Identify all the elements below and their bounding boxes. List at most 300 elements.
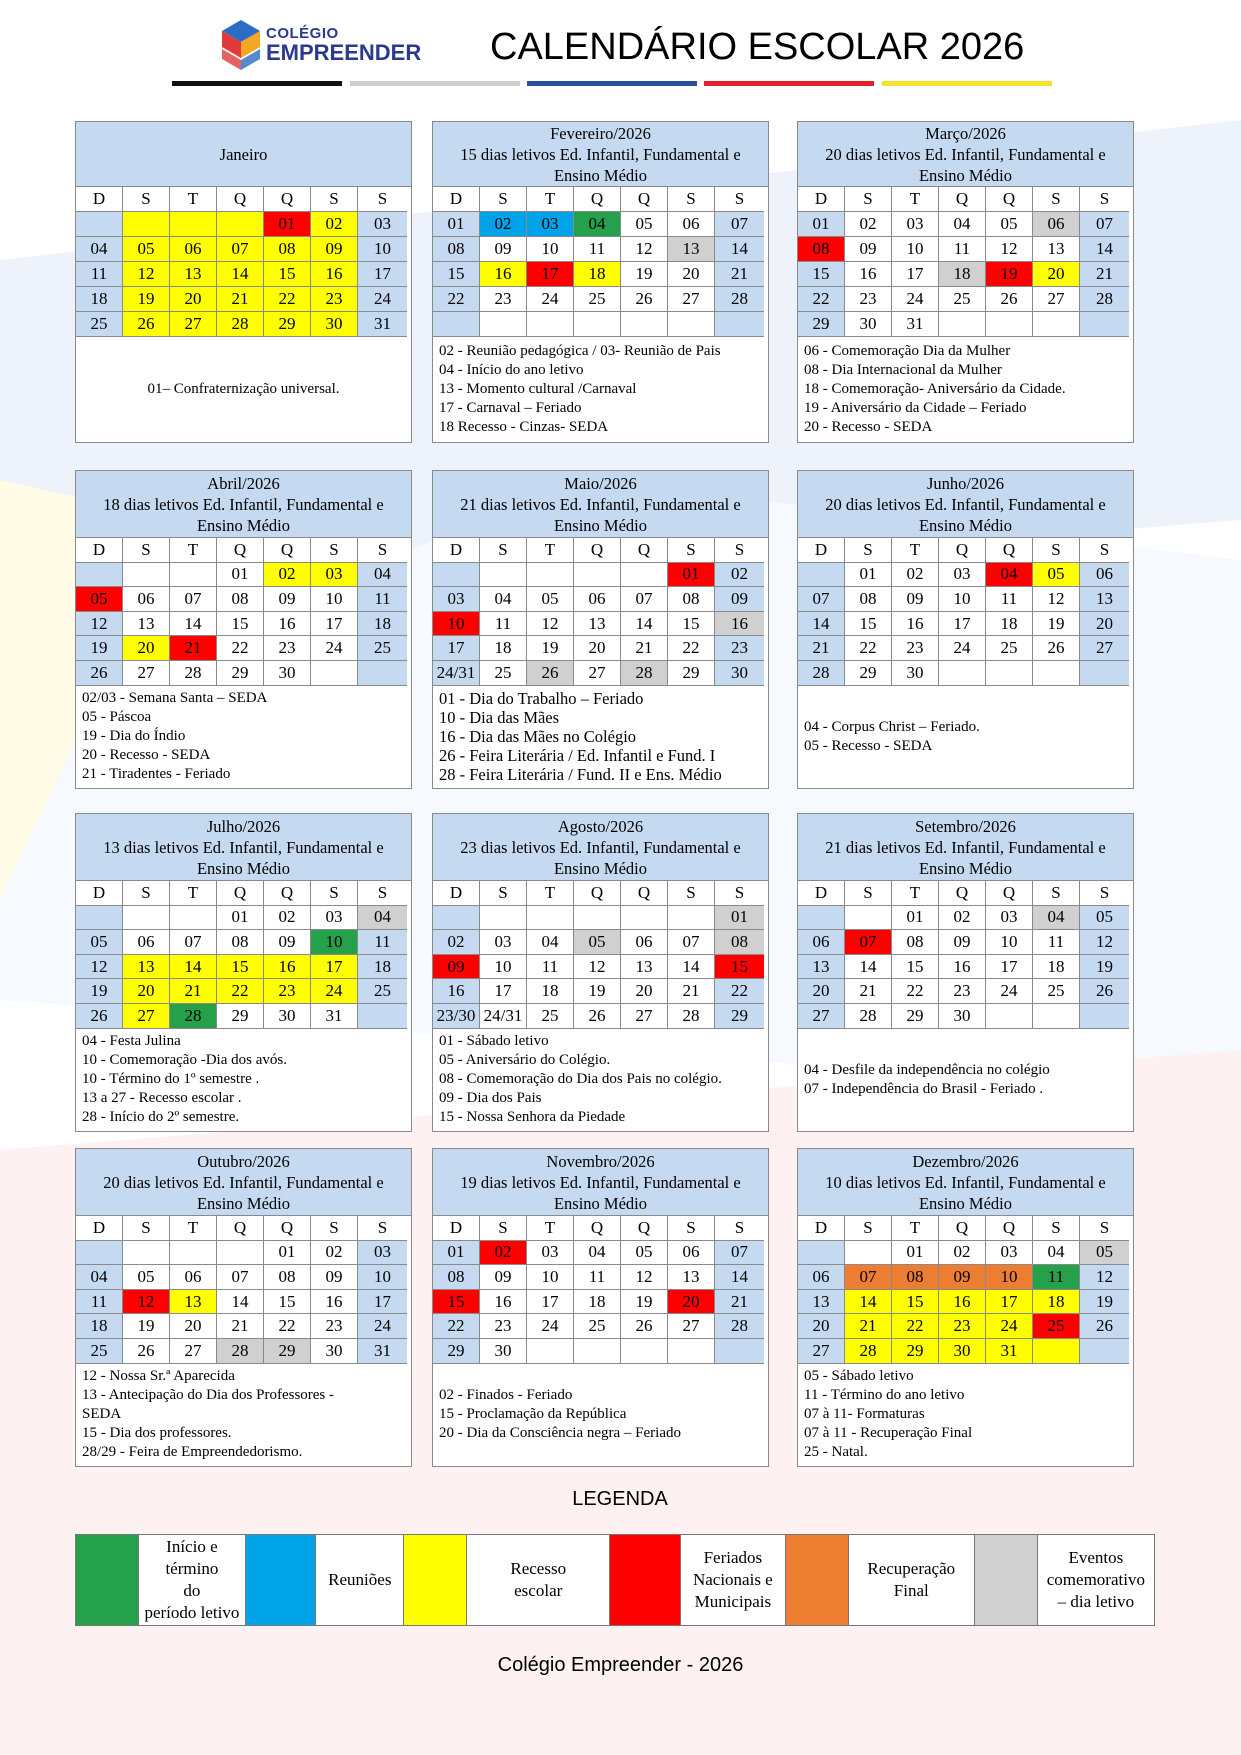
- day-cell: [621, 563, 668, 588]
- month-note: 06 - Comemoração Dia da Mulher: [804, 343, 1011, 359]
- day-cell: [939, 661, 986, 686]
- month-notes: [433, 1364, 768, 1466]
- day-cell: 08: [798, 237, 845, 262]
- day-cell: 21: [798, 636, 845, 661]
- month-note: 10 - Término do 1º semestre .: [82, 1071, 260, 1088]
- day-cell: 18: [358, 612, 407, 637]
- day-cell: 27: [123, 1004, 170, 1029]
- month-note: 02/03 - Semana Santa – SEDA: [82, 690, 268, 707]
- day-cell: [76, 563, 123, 588]
- day-cell: 15: [798, 262, 845, 287]
- day-cell: 17: [527, 262, 574, 287]
- month-note: 04 - Desfile da independência no colégio: [804, 1061, 1050, 1078]
- day-cell: [170, 1241, 217, 1266]
- day-cell: 14: [217, 1290, 264, 1315]
- day-cell: [1033, 661, 1080, 686]
- day-cell: 06: [621, 930, 668, 955]
- weekday-header: S: [845, 1216, 892, 1241]
- month-12: [797, 1148, 1134, 1467]
- day-cell: 03: [311, 563, 358, 588]
- day-cell: 09: [715, 587, 764, 612]
- month-day-grid: [76, 187, 411, 337]
- day-cell: [845, 1241, 892, 1266]
- day-cell: 14: [715, 1265, 764, 1290]
- month-note: 02 - Finados - Feriado: [439, 1387, 573, 1404]
- day-cell: 26: [1080, 1314, 1129, 1339]
- month-title-line: Ensino Médio: [553, 858, 648, 878]
- weekday-header: D: [433, 1216, 480, 1241]
- day-cell: 22: [433, 1314, 480, 1339]
- day-cell: 03: [527, 212, 574, 237]
- weekday-header: S: [1080, 1216, 1129, 1241]
- day-cell: 26: [1033, 636, 1080, 661]
- month-note: 05 - Recesso - SEDA: [804, 737, 933, 754]
- day-cell: 26: [986, 287, 1033, 312]
- day-cell: 15: [892, 955, 939, 980]
- day-cell: 29: [892, 1339, 939, 1364]
- day-cell: 30: [264, 661, 311, 686]
- day-cell: 28: [845, 1004, 892, 1029]
- day-cell: 09: [480, 1265, 527, 1290]
- day-cell: 11: [480, 612, 527, 637]
- month-notes: [76, 1029, 411, 1131]
- weekday-header: S: [1033, 1216, 1080, 1241]
- day-cell: 22: [845, 636, 892, 661]
- weekday-header: S: [311, 538, 358, 563]
- month-note: 26 - Feira Literária / Ed. Infantil e Fund. I: [439, 746, 716, 766]
- day-cell: [123, 212, 170, 237]
- day-cell: 17: [358, 262, 407, 287]
- month-note: 17 - Carnaval – Feriado: [439, 400, 582, 416]
- day-cell: 20: [170, 287, 217, 312]
- day-cell: 09: [845, 237, 892, 262]
- day-cell: 21: [217, 1314, 264, 1339]
- legend-label: Recesso escolar: [467, 1535, 610, 1625]
- day-cell: 17: [311, 955, 358, 980]
- logo-text-small: COLÉGIO: [266, 25, 339, 42]
- weekday-header: Q: [574, 881, 621, 906]
- day-cell: 13: [798, 1290, 845, 1315]
- day-cell: 05: [123, 1265, 170, 1290]
- day-cell: 28: [715, 1314, 764, 1339]
- month-note: 28 - Início do 2º semestre.: [82, 1109, 240, 1126]
- month-title-line: Ensino Médio: [196, 515, 291, 535]
- day-cell: 15: [264, 1290, 311, 1315]
- day-cell: 06: [798, 930, 845, 955]
- day-cell: 22: [892, 979, 939, 1004]
- day-cell: 20: [1080, 612, 1129, 637]
- day-cell: 17: [480, 979, 527, 1004]
- month-note: 05 - Páscoa: [82, 709, 152, 726]
- day-cell: [715, 1339, 764, 1364]
- day-cell: 29: [433, 1339, 480, 1364]
- day-cell: 27: [574, 661, 621, 686]
- legend-label: Recuperação Final: [849, 1535, 975, 1625]
- day-cell: 08: [668, 587, 715, 612]
- month-10: [75, 1148, 412, 1467]
- day-cell: 25: [358, 636, 407, 661]
- day-cell: 27: [668, 1314, 715, 1339]
- day-cell: 07: [715, 1241, 764, 1266]
- day-cell: [621, 1339, 668, 1364]
- weekday-header: S: [480, 881, 527, 906]
- day-cell: 17: [939, 612, 986, 637]
- day-cell: 30: [845, 312, 892, 337]
- stripe-blue: [527, 81, 697, 86]
- month-title-line: 21 dias letivos Ed. Infantil, Fundamental e: [460, 494, 741, 514]
- day-cell: [574, 906, 621, 931]
- day-cell: 23: [939, 979, 986, 1004]
- day-cell: 20: [170, 1314, 217, 1339]
- day-cell: 16: [264, 612, 311, 637]
- weekday-header: Q: [986, 538, 1033, 563]
- month-note: 13 - Momento cultural /Carnaval: [439, 381, 637, 397]
- day-cell: 09: [939, 1265, 986, 1290]
- day-cell: 03: [480, 930, 527, 955]
- month-note: 05 - Aniversário do Colégio.: [439, 1052, 611, 1069]
- day-cell: 23: [845, 287, 892, 312]
- weekday-header: S: [668, 187, 715, 212]
- month-note: 21 - Tiradentes - Feriado: [82, 766, 231, 783]
- day-cell: [1033, 1339, 1080, 1364]
- day-cell: 22: [668, 636, 715, 661]
- weekday-header: S: [715, 1216, 764, 1241]
- day-cell: 12: [76, 955, 123, 980]
- day-cell: 17: [527, 1290, 574, 1315]
- day-cell: 06: [668, 212, 715, 237]
- day-cell: 05: [621, 1241, 668, 1266]
- day-cell: 13: [1080, 587, 1129, 612]
- month-title-line: 20 dias letivos Ed. Infantil, Fundamental e: [825, 144, 1106, 164]
- day-cell: 30: [311, 312, 358, 337]
- weekday-header: T: [892, 881, 939, 906]
- day-cell: 09: [892, 587, 939, 612]
- day-cell: 05: [527, 587, 574, 612]
- day-cell: 16: [264, 955, 311, 980]
- month-title-line: 20 dias letivos Ed. Infantil, Fundamental e: [825, 494, 1106, 514]
- weekday-header: D: [798, 538, 845, 563]
- day-cell: 16: [480, 1290, 527, 1315]
- day-cell: 13: [170, 262, 217, 287]
- weekday-header: D: [798, 1216, 845, 1241]
- month-day-grid: [798, 1216, 1133, 1364]
- day-cell: 03: [939, 563, 986, 588]
- day-cell: 18: [76, 287, 123, 312]
- day-cell: 04: [76, 237, 123, 262]
- day-cell: 14: [798, 612, 845, 637]
- month-note: 15 - Dia dos professores.: [82, 1425, 232, 1442]
- day-cell: 06: [123, 587, 170, 612]
- day-cell: 29: [845, 661, 892, 686]
- day-cell: 18: [358, 955, 407, 980]
- day-cell: 11: [76, 1290, 123, 1315]
- weekday-header: T: [892, 1216, 939, 1241]
- day-cell: 09: [480, 237, 527, 262]
- month-title-line: Setembro/2026: [915, 816, 1016, 836]
- day-cell: 03: [986, 906, 1033, 931]
- day-cell: 13: [668, 1265, 715, 1290]
- day-cell: 07: [217, 1265, 264, 1290]
- day-cell: [170, 212, 217, 237]
- day-cell: 10: [527, 1265, 574, 1290]
- day-cell: 16: [311, 1290, 358, 1315]
- day-cell: 12: [574, 955, 621, 980]
- month-note: 19 - Aniversário da Cidade – Feriado: [804, 400, 1027, 416]
- day-cell: 18: [574, 262, 621, 287]
- day-cell: 02: [311, 212, 358, 237]
- day-cell: 10: [986, 930, 1033, 955]
- day-cell: [668, 1339, 715, 1364]
- month-title-line: Maio/2026: [564, 473, 637, 493]
- month-note: 01 - Sábado letivo: [439, 1033, 549, 1050]
- day-cell: 08: [217, 587, 264, 612]
- day-cell: 21: [715, 262, 764, 287]
- day-cell: 18: [1033, 955, 1080, 980]
- day-cell: 30: [480, 1339, 527, 1364]
- day-cell: 31: [311, 1004, 358, 1029]
- month-title: [798, 122, 1133, 187]
- day-cell: 19: [123, 287, 170, 312]
- day-cell: 20: [123, 636, 170, 661]
- day-cell: 07: [845, 1265, 892, 1290]
- day-cell: [76, 906, 123, 931]
- day-cell: 19: [574, 979, 621, 1004]
- day-cell: 13: [574, 612, 621, 637]
- legend-swatch: [975, 1535, 1038, 1625]
- day-cell: 05: [1080, 1241, 1129, 1266]
- day-cell: 09: [433, 955, 480, 980]
- day-cell: 15: [668, 612, 715, 637]
- weekday-header: Q: [217, 881, 264, 906]
- month-note: 12 - Nossa Sr.ª Aparecida: [82, 1368, 235, 1385]
- weekday-header: S: [845, 538, 892, 563]
- day-cell: 21: [845, 1314, 892, 1339]
- day-cell: 06: [1080, 563, 1129, 588]
- day-cell: 31: [986, 1339, 1033, 1364]
- weekday-header: T: [170, 1216, 217, 1241]
- weekday-header: Q: [621, 1216, 668, 1241]
- day-cell: 11: [939, 237, 986, 262]
- weekday-header: S: [668, 538, 715, 563]
- month-note: SEDA: [82, 1406, 122, 1423]
- weekday-header: D: [76, 1216, 123, 1241]
- day-cell: 12: [986, 237, 1033, 262]
- day-cell: 08: [433, 237, 480, 262]
- day-cell: 24: [311, 636, 358, 661]
- day-cell: 25: [76, 1339, 123, 1364]
- day-cell: [170, 563, 217, 588]
- day-cell: 25: [986, 636, 1033, 661]
- day-cell: 11: [527, 955, 574, 980]
- month-notes: [798, 337, 1133, 442]
- day-cell: 05: [574, 930, 621, 955]
- day-cell: 01: [264, 1241, 311, 1266]
- day-cell: 14: [217, 262, 264, 287]
- day-cell: 24: [358, 287, 407, 312]
- month-note: 08 - Comemoração do Dia dos Pais no colégio.: [439, 1071, 722, 1088]
- day-cell: 10: [892, 237, 939, 262]
- day-cell: 26: [76, 661, 123, 686]
- weekday-header: S: [358, 187, 407, 212]
- month-notes: [433, 337, 768, 442]
- day-cell: 28: [845, 1339, 892, 1364]
- weekday-header: Q: [621, 881, 668, 906]
- day-cell: 11: [574, 1265, 621, 1290]
- month-note: 20 - Recesso - SEDA: [804, 419, 933, 435]
- day-cell: 07: [845, 930, 892, 955]
- weekday-header: Q: [217, 538, 264, 563]
- day-cell: 01: [433, 212, 480, 237]
- day-cell: 24: [527, 287, 574, 312]
- day-cell: 21: [217, 287, 264, 312]
- weekday-header: S: [1080, 881, 1129, 906]
- month-note: 13 a 27 - Recesso escolar .: [82, 1090, 242, 1107]
- day-cell: 24: [892, 287, 939, 312]
- weekday-header: S: [480, 1216, 527, 1241]
- day-cell: [621, 906, 668, 931]
- day-cell: 16: [311, 262, 358, 287]
- day-cell: 24: [358, 1314, 407, 1339]
- day-cell: [217, 212, 264, 237]
- day-cell: 18: [76, 1314, 123, 1339]
- day-cell: 21: [845, 979, 892, 1004]
- day-cell: 04: [986, 563, 1033, 588]
- day-cell: 17: [892, 262, 939, 287]
- month-title: [76, 122, 411, 187]
- month-title: [76, 814, 411, 881]
- weekday-header: Q: [939, 538, 986, 563]
- day-cell: 08: [845, 587, 892, 612]
- day-cell: 15: [433, 1290, 480, 1315]
- day-cell: 12: [1080, 930, 1129, 955]
- month-title: [76, 471, 411, 538]
- day-cell: 09: [939, 930, 986, 955]
- month-title-line: Julho/2026: [206, 816, 281, 836]
- day-cell: 27: [798, 1004, 845, 1029]
- day-cell: 30: [939, 1004, 986, 1029]
- day-cell: 27: [798, 1339, 845, 1364]
- day-cell: 24: [986, 979, 1033, 1004]
- day-cell: 19: [76, 636, 123, 661]
- day-cell: 03: [986, 1241, 1033, 1266]
- day-cell: [123, 563, 170, 588]
- day-cell: 27: [621, 1004, 668, 1029]
- weekday-header: S: [311, 1216, 358, 1241]
- weekday-header: S: [123, 881, 170, 906]
- month-day-grid: [433, 538, 768, 686]
- weekday-header: Q: [574, 1216, 621, 1241]
- month-note: 05 - Sábado letivo: [804, 1368, 914, 1385]
- day-cell: 10: [358, 1265, 407, 1290]
- month-title-line: Fevereiro/2026: [550, 123, 651, 143]
- weekday-header: S: [1080, 538, 1129, 563]
- day-cell: 07: [715, 212, 764, 237]
- month-day-grid: [798, 538, 1133, 686]
- day-cell: 13: [123, 612, 170, 637]
- day-cell: 28: [668, 1004, 715, 1029]
- day-cell: 02: [939, 906, 986, 931]
- weekday-header: D: [76, 187, 123, 212]
- month-day-grid: [433, 1216, 768, 1364]
- day-cell: 30: [892, 661, 939, 686]
- month-7: [75, 813, 412, 1132]
- day-cell: 03: [358, 212, 407, 237]
- day-cell: 27: [668, 287, 715, 312]
- day-cell: 07: [170, 587, 217, 612]
- month-11: [432, 1148, 769, 1467]
- weekday-header: Q: [986, 187, 1033, 212]
- month-note: 20 - Dia da Consciência negra – Feriado: [439, 1425, 681, 1442]
- month-title-line: Junho/2026: [926, 473, 1004, 493]
- day-cell: 02: [892, 563, 939, 588]
- day-cell: 03: [311, 906, 358, 931]
- day-cell: [798, 1241, 845, 1266]
- day-cell: 05: [76, 587, 123, 612]
- month-6: [797, 470, 1134, 789]
- logo-text-big: EMPREENDER: [266, 40, 422, 65]
- day-cell: 28: [798, 661, 845, 686]
- weekday-header: S: [123, 538, 170, 563]
- weekday-header: T: [527, 881, 574, 906]
- day-cell: 10: [986, 1265, 1033, 1290]
- day-cell: [1080, 312, 1129, 337]
- stripe-red: [704, 81, 874, 86]
- month-title-line: Dezembro/2026: [912, 1151, 1019, 1171]
- day-cell: 28: [170, 661, 217, 686]
- day-cell: 02: [715, 563, 764, 588]
- weekday-header: D: [433, 881, 480, 906]
- weekday-header: T: [170, 881, 217, 906]
- day-cell: 08: [433, 1265, 480, 1290]
- day-cell: 10: [433, 612, 480, 637]
- day-cell: 25: [574, 1314, 621, 1339]
- day-cell: 26: [76, 1004, 123, 1029]
- day-cell: [939, 312, 986, 337]
- day-cell: 02: [845, 212, 892, 237]
- day-cell: 20: [668, 262, 715, 287]
- day-cell: 12: [1080, 1265, 1129, 1290]
- day-cell: 23/30: [433, 1004, 480, 1029]
- day-cell: [986, 312, 1033, 337]
- day-cell: 27: [1080, 636, 1129, 661]
- day-cell: 12: [76, 612, 123, 637]
- legend: [75, 1534, 1155, 1626]
- day-cell: 13: [170, 1290, 217, 1315]
- day-cell: 01: [892, 906, 939, 931]
- weekday-header: S: [668, 881, 715, 906]
- day-cell: 03: [527, 1241, 574, 1266]
- stripe-black: [172, 81, 342, 86]
- weekday-header: S: [715, 881, 764, 906]
- weekday-header: Q: [574, 187, 621, 212]
- day-cell: [1033, 312, 1080, 337]
- day-cell: 24: [939, 636, 986, 661]
- day-cell: 25: [939, 287, 986, 312]
- day-cell: 20: [1033, 262, 1080, 287]
- day-cell: 16: [939, 1290, 986, 1315]
- day-cell: 25: [76, 312, 123, 337]
- day-cell: 25: [1033, 1314, 1080, 1339]
- month-note: 09 - Dia dos Pais: [439, 1090, 542, 1107]
- month-note: 07 à 11 - Recuperação Final: [804, 1425, 973, 1442]
- month-title-line: 13 dias letivos Ed. Infantil, Fundamental e: [103, 837, 384, 857]
- legend-swatch: [404, 1535, 467, 1625]
- month-day-grid: [433, 881, 768, 1029]
- day-cell: 26: [1080, 979, 1129, 1004]
- weekday-header: T: [527, 538, 574, 563]
- day-cell: 16: [845, 262, 892, 287]
- day-cell: 04: [480, 587, 527, 612]
